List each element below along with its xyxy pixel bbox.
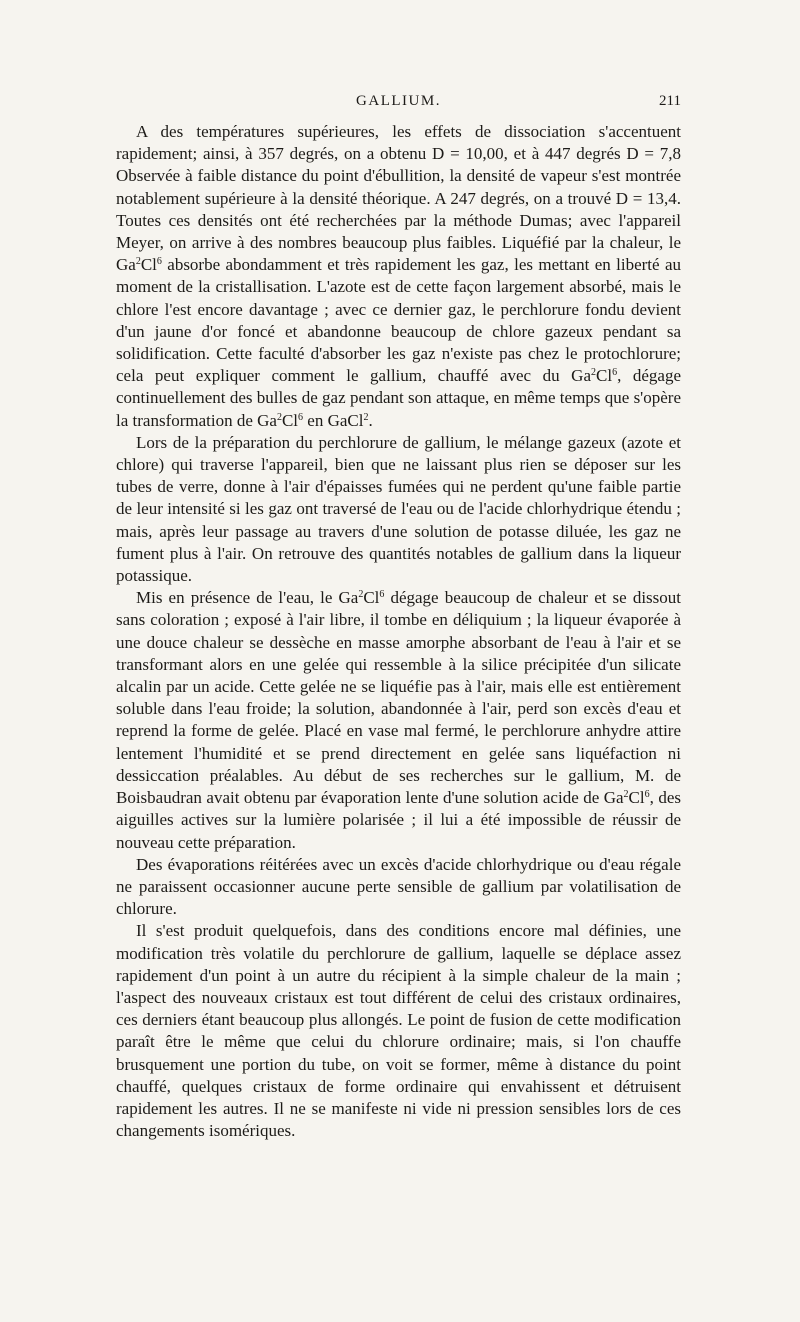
paragraph-water: Mis en présence de l'eau, le Ga$^2$Cl$^6$ dégage beaucoup de chaleur et se dissout sans coloration ; exposé à l'air libre, il tombe en déliquium ; la liqueur évaporée à une douce chaleur se dessèche en masse amorphe absorbant de l'eau à l'air et se transformant alors en une gelée qui ressemble à la silice précipitée d'un silicate alcalin par un acide. Cette gelée ne se liquéfie pas à l'air, mais elle est entièrement soluble dans l'eau froide; la solution, abandonnée à l'air, perd son excès d'eau et reprend la forme de gelée. Placé en vase mal fermé, le perchlorure anhydre attire lentement l'humidité et se prend directement en gelée sans liquéfaction ni dessiccation préalables. Au début de ses recherches sur le gallium, M. de Boisbaudran avait obtenu par évaporation lente d'une solution acide de Ga$^2$Cl$^6$, des aiguilles actives sur la lumière polarisée ; il lui a été impossible de réussir de nouveau cette préparation. [116, 588, 681, 852]
paragraph-dissociation: A des températures supérieures, les effets de dissociation s'accentuent rapidement; ainsi, à 357 degrés, on a obtenu D = 10,00, et à 447 degrés D = 7,8 Observée à faible distance du point d'ébullition, la densité de vapeur s'est montrée notablement supérieure à la densité théorique. A 247 degrés, on a trouvé D = 13,4. Toutes ces densités ont été recherchées par la méthode Dumas; avec l'appareil Meyer, on arrive à des nombres beaucoup plus faibles. Liquéfié par la chaleur, le Ga$^2$Cl$^6$ absorbe abondamment et très rapidement les gaz, les mettant en liberté au moment de la cristallisation. L'azote est de cette façon largement absorbé, mais le chlore l'est encore davantage ; avec ce dernier gaz, le perchlorure fondu devient d'un jaune d'or foncé et abandonne beaucoup de chlore gazeux pendant sa solidification. Cette faculté d'absorber les gaz n'existe pas chez le protochlorure; cela peut expliquer comment le gallium, chauffé avec du Ga$^2$Cl$^6$, dégage continuellement des bulles de gaz pendant son attaque, en même temps que s'opère la transformation de Ga$^2$Cl$^6$ en GaCl$^2$. [116, 122, 682, 430]
paragraph-modification: Il s'est produit quelquefois, dans des conditions encore mal définies, une modification très volatile du perchlorure de gallium, laquelle se déplace assez rapidement d'un point à un autre du récipient à la simple chaleur de la main ; l'aspect des nouveaux cristaux est tout différent de celui des cristaux ordinaires, ces derniers étant beaucoup plus allongés. Le point de fusion de cette modification paraît être le même que celui du chlorure ordinaire; mais, si l'on chauffe brusquement une portion du tube, on voit se former, même à distance du point chauffé, quelques cristaux de forme ordinaire qui envahissent et détruisent rapidement les autres. Il ne se manifeste ni vide ni pression sensibles lors de ces changements isomériques. [116, 921, 681, 1141]
page-number: 211 [659, 93, 681, 109]
paragraph-evaporation: Des évaporations réitérées avec un excès d'acide chlorhydrique ou d'eau régale ne paraissent occasionner aucune perte sensible de gallium par volatilisation de chlorure. [116, 854, 681, 919]
page-header [116, 93, 681, 117]
paragraph-preparation: Lors de la préparation du perchlorure de gallium, le mélange gazeux (azote et chlore) qui traverse l'appareil, bien que ne laissant plus rien se déposer sur les tubes de verre, donne à l'air d'épaisses fumées qui ne perdent qu'une faible partie de leur intensité si les gaz ont traversé de l'eau ou de l'acide chlorhydrique étendu ; mais, après leur passage au travers d'une solution de potasse diluée, les gaz ne fument plus à l'air. On retrouve des quantités notables de gallium dans la liqueur potassique. [116, 432, 681, 586]
body-text [116, 121, 681, 1142]
running-title: GALLIUM. [356, 93, 441, 109]
